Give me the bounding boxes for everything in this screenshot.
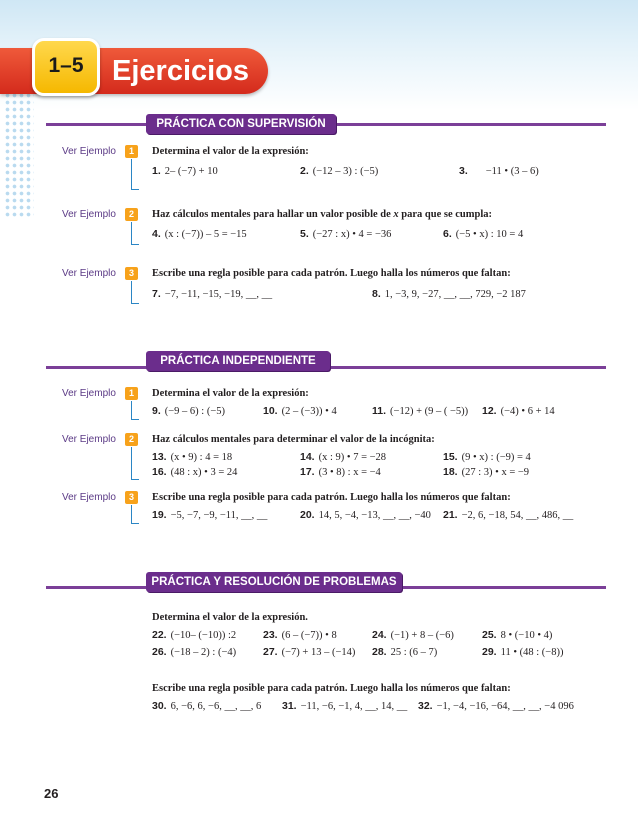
instruction: Determina el valor de la expresión:: [152, 388, 309, 399]
example-badge: 3: [125, 491, 138, 504]
exercise: 6. (−5 • x) : 10 = 4: [443, 228, 524, 240]
example-badge: 2: [125, 433, 138, 446]
example-badge: 1: [125, 145, 138, 158]
exercise: 16. (48 : x) • 3 = 24: [152, 466, 238, 478]
group-bracket: [131, 159, 139, 190]
exercise: 24. (−1) + 8 – (−6): [372, 629, 454, 641]
exercise: 13. (x • 9) : 4 = 18: [152, 451, 233, 463]
exercise: 29. 11 • (48 : (−8)): [482, 646, 564, 658]
page-number: 26: [44, 786, 59, 801]
see-example-link[interactable]: Ver Ejemplo: [62, 209, 116, 220]
exercise: 2. (−12 – 3) : (−5): [300, 165, 379, 177]
exercise: 21. −2, 6, −18, 54, __, 486, __: [443, 509, 574, 521]
exercise: 15. (9 • x) : (−9) = 4: [443, 451, 531, 463]
exercise: 11. (−12) + (9 – ( −5)): [372, 405, 469, 417]
instruction: Escribe una regla posible para cada patrón. Luego halla los números que faltan:: [152, 268, 511, 279]
exercise: 20. 14, 5, −4, −13, __, __, −40: [300, 509, 431, 521]
see-example-link[interactable]: Ver Ejemplo: [62, 492, 116, 503]
section-title-supervised: PRÁCTICA CON SUPERVISIÓN: [146, 114, 336, 134]
example-badge: 2: [125, 208, 138, 221]
see-example-link[interactable]: Ver Ejemplo: [62, 388, 116, 399]
instruction: Determina el valor de la expresión.: [152, 612, 308, 623]
decorative-dots: [4, 92, 34, 217]
section-title-independent: PRÁCTICA INDEPENDIENTE: [146, 351, 330, 371]
exercise: 23. (6 – (−7)) • 8: [263, 629, 337, 641]
exercise: 3. −11 • (3 – 6): [459, 165, 539, 177]
see-example-link[interactable]: Ver Ejemplo: [62, 268, 116, 279]
instruction: Haz cálculos mentales para determinar el valor de la incógnita:: [152, 434, 435, 445]
group-bracket: [131, 222, 139, 245]
exercise: 14. (x : 9) • 7 = −28: [300, 451, 387, 463]
exercise: 28. 25 : (6 – 7): [372, 646, 438, 658]
exercise: 8. 1, −3, 9, −27, __, __, 729, −2 187: [372, 288, 526, 300]
exercise: 18. (27 : 3) • x = −9: [443, 466, 530, 478]
exercise: 27. (−7) + 13 – (−14): [263, 646, 356, 658]
exercise: 10. (2 – (−3)) • 4: [263, 405, 337, 417]
exercise: 25. 8 • (−10 • 4): [482, 629, 553, 641]
see-example-link[interactable]: Ver Ejemplo: [62, 146, 116, 157]
exercise: 31. −11, −6, −1, 4, __, 14, __: [282, 700, 408, 712]
see-example-link[interactable]: Ver Ejemplo: [62, 434, 116, 445]
exercise: 12. (−4) • 6 + 14: [482, 405, 555, 417]
exercise: 17. (3 • 8) : x = −4: [300, 466, 381, 478]
exercise: 26. (−18 – 2) : (−4): [152, 646, 237, 658]
instruction: Escribe una regla posible para cada patrón. Luego halla los números que faltan:: [152, 683, 511, 694]
group-bracket: [131, 505, 139, 524]
exercise: 30. 6, −6, 6, −6, __, __, 6: [152, 700, 262, 712]
instruction: Determina el valor de la expresión:: [152, 146, 309, 157]
page-title: Ejercicios: [112, 55, 250, 87]
exercise: 1. 2– (−7) + 10: [152, 165, 218, 177]
exercise: 4. (x : (−7)) – 5 = −15: [152, 228, 247, 240]
exercise: 22. (−10– (−10)) :2: [152, 629, 237, 641]
exercise: 5. (−27 : x) • 4 = −36: [300, 228, 392, 240]
group-bracket: [131, 401, 139, 420]
instruction: Haz cálculos mentales para hallar un valor posible de x para que se cumpla:: [152, 209, 493, 220]
lesson-number: 1–5: [32, 38, 100, 96]
exercise: 32. −1, −4, −16, −64, __, __, −4 096: [418, 700, 574, 712]
section-title-problem-solving: PRÁCTICA Y RESOLUCIÓN DE PROBLEMAS: [146, 572, 402, 592]
instruction: Escribe una regla posible para cada patrón. Luego halla los números que faltan:: [152, 492, 511, 503]
example-badge: 1: [125, 387, 138, 400]
exercise: 7. −7, −11, −15, −19, __, __: [152, 288, 273, 300]
example-badge: 3: [125, 267, 138, 280]
group-bracket: [131, 447, 139, 480]
exercise: 9. (−9 – 6) : (−5): [152, 405, 226, 417]
group-bracket: [131, 281, 139, 304]
exercise: 19. −5, −7, −9, −11, __, __: [152, 509, 268, 521]
